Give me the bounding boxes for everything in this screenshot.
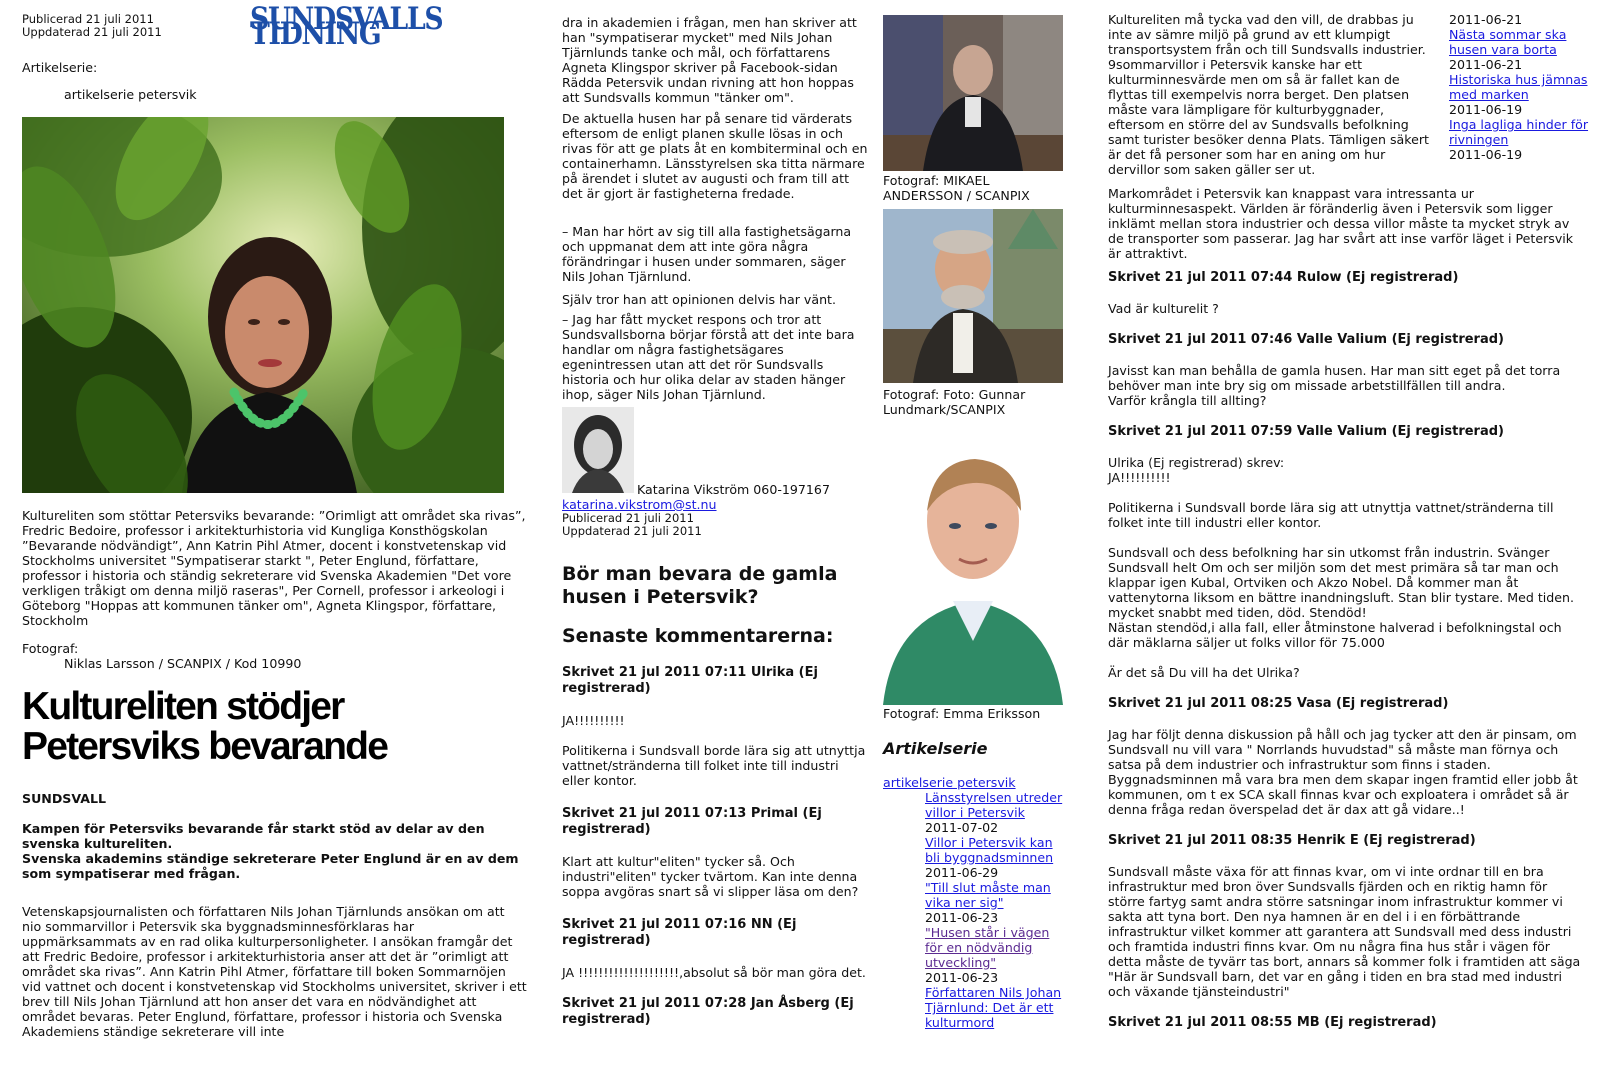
comment-header: Skrivet 21 jul 2011 07:46 Valle Valium (Ej registrerad) [1108, 332, 1504, 347]
related-link[interactable]: Nästa sommar ska husen vara borta [1449, 27, 1567, 57]
publish-info [22, 13, 162, 39]
comment-continued-2: Markområdet i Petersvik kan knappast vara intressanta ur kulturminnesaspekt. Världen är föränderlig även i Petersvik som ligger inklämt mellan stora industrier och dessa villor måste ta mycket stryk av de transporter som passerar. Jag har svårt att inse varför läget i Petersvik är attraktivt. [1108, 186, 1574, 261]
series-item-link[interactable]: Villor i Petersvik kan bli byggnadsminnen [925, 835, 1054, 865]
comment [1108, 424, 1583, 680]
comments-heading: Senaste kommentarerna: [562, 625, 834, 647]
series-box-title: Artikelserie [883, 739, 988, 758]
byline-dates [562, 512, 702, 538]
related-link[interactable]: Inga lagliga hinder för rivningen [1449, 117, 1589, 147]
related-date: 2011-06-19 [1449, 147, 1523, 162]
main-photo [22, 117, 504, 493]
series-item-date: 2011-06-29 [925, 865, 999, 880]
article-body-3: De aktuella husen har på senare tid värderats eftersom de enligt planen skulle lösas in och rivas för att ge plats åt en kombiterminal och en containerhamn. Länsstyrelsen ska titta närmare på ärendet i slutet av augusti och fram till att det är gjort är fastigheterna fredade. [562, 111, 868, 201]
man-suit-photo [883, 15, 1063, 171]
comments-list [562, 665, 867, 1028]
young-man-photo [883, 441, 1063, 705]
byline-updated: Uppdaterad 21 juli 2011 [562, 524, 702, 538]
published-date: Publicerad 21 juli 2011 [22, 12, 154, 26]
series-value: artikelserie petersvik [64, 87, 197, 102]
newspaper-logo[interactable]: SUNDSVALLS TIDNING [250, 1, 443, 52]
related-articles [1449, 12, 1589, 162]
author-portrait-image [562, 407, 634, 493]
man-in-suit-image [883, 15, 1063, 171]
author-photo [562, 407, 634, 493]
comment-continued: Kultureliten må tycka vad den vill, de drabbas ju inte av sämre miljö på grund av ett klumpigt transportsystem från och till Sundsvalls industrier. 9sommarvillor i Petersvik kanske har ett kulturminnesvärde men om så är fallet kan de flyttas till exempelvis norra berget. Den platsen måste vara lämpligare för kulturbyggnader, eftersom en större del av Sundsvalls befolkning samt turister besöker denna Plats. Tämligen säkert är det få personer som har en aning om hur dervillor som saken gäller ser ut. [1108, 12, 1429, 177]
comment-text: JA !!!!!!!!!!!!!!!!!!!!,absolut så bör man göra det. [562, 965, 866, 980]
article-headline: Kultureliten stödjer Petersviks bevarande [22, 685, 388, 768]
comment-header: Skrivet 21 jul 2011 07:28 Jan Åsberg (Ej registrerad) [562, 996, 854, 1027]
article-body-1: Vetenskapsjournalisten och författaren Nils Johan Tjärnlunds ansökan om att nio sommarvillor i Petersvik ska byggnadsminnesförklaras har uppmärksammats av en rad olika kulturpersonligheter. I ansökan framgår det att Fredric Bedoire, professor i arkitekturhistoria anser att det är ”orimligt att området ska rivas”. Ann Katrin Pihl Atmer, författare till boken Sommarnöjen vid vattnet och docent i konstvetenskap vid Stockholms universitet, skriver i ett brev till Nils Johan Tjärnlund att hon anser det vara en nödvändighet att området bevaras. Peter Englund, författare, professor i historia och Svenska Akademiens ständige sekreterare vill inte [22, 904, 527, 1039]
man-with-glasses-image [883, 209, 1063, 383]
lead-text: Kampen för Petersviks bevarande får starkt stöd av delar av den svenska kultureliten. Svenska akademins ständige sekreterare Peter Englund är en av dem som sympatiserar med frågan. [22, 821, 519, 881]
related-date: 2011-06-21 [1449, 57, 1523, 72]
series-list [925, 790, 1065, 1030]
comment [1108, 696, 1583, 817]
comment [1108, 1015, 1583, 1031]
series-item-link[interactable]: "Husen står i vägen för en nödvändig utveckling" [925, 925, 1050, 970]
comment [1108, 270, 1583, 316]
comment-text: Ulrika (Ej registrerad) skrev: JA!!!!!!!!!! Politikerna i Sundsvall borde lära sig att utnyttja vattnet/stränderna till folket inte till industri eller kontor. Sundsvall och dess befolkning har sin utkomst från industrin. Svänger Sundsvall helt Om och ser miljön som det mest primära så tar man och klappar igen Kubal, Ortviken och Akzo Nobel. Då kommer man åt vattenytorna liksom en bättre inandningsluft. Stan blir tystare. Med tiden. mycket snabbt med tiden, död. Stendöd! Nästan stendöd,i alla fall, eller åtminstone halverad i befolkningstal och där mäklarna säljer ut folks villor för 75.000 Är det så Du vill ha det Ulrika? [1108, 455, 1575, 680]
woman-portrait-image [22, 117, 504, 493]
article-body-4: – Man har hört av sig till alla fastighetsägarna och uppmanat dem att inte göra några förändringar i husen under sommaren, säger Nils Johan Tjärnlund. [562, 224, 852, 284]
photo-caption-1: Fotograf: MIKAEL ANDERSSON / SCANPIX [883, 173, 1030, 203]
poll-question: Bör man bevara de gamla husen i Petersvik? [562, 563, 838, 608]
series-info [22, 60, 532, 102]
related-link[interactable]: Historiska hus jämnas med marken [1449, 72, 1588, 102]
comment-text: Klart att kultur"eliten" tycker så. Och industri"eliten" tycker tvärtom. Kan inte denna soppa avgöras snart så vi slipper läsa om den? [562, 854, 859, 899]
comment-header: Skrivet 21 jul 2011 07:13 Primal (Ej registrerad) [562, 806, 822, 837]
series-item-link[interactable]: Författaren Nils Johan Tjärnlund: Det är ett kulturmord [925, 985, 1062, 1030]
comment [562, 806, 867, 899]
series-item-date: 2011-06-23 [925, 970, 999, 985]
comment-header: Skrivet 21 jul 2011 07:16 NN (Ej registrerad) [562, 917, 797, 948]
comments-list-2 [1108, 270, 1583, 1031]
byline-published: Publicerad 21 juli 2011 [562, 511, 694, 525]
series-box-link[interactable]: artikelserie petersvik [883, 775, 1016, 790]
series-item-link[interactable]: "Till slut måste man vika ner sig" [925, 880, 1051, 910]
article-body-2: dra in akademien i frågan, men han skriver att han "sympatiserar mycket" med Nils Johan Tjärnlunds tanke och mål, och författarens Agneta Klingspor skriver på Facebook-sidan Rädda Petersvik undan rivning att hon hoppas att Sundsvalls kommun "tänker om". [562, 15, 857, 105]
series-item-date: 2011-06-23 [925, 910, 999, 925]
comment-text: Vad är kulturelit ? [1108, 301, 1219, 316]
comment [562, 917, 867, 980]
photographer-label: Fotograf: [22, 641, 79, 656]
photo-caption-3: Fotograf: Emma Eriksson [883, 706, 1041, 721]
article-body-6: – Jag har fått mycket respons och tror att Sundsvallsborna börjar förstå att det inte bara handlar om några fastighetsägares egenintressen utan att det rör Sundsvalls historia och hur olika delar av staden hänger ihop, säger Nils Johan Tjärnlund. [562, 312, 855, 402]
related-date: 2011-06-19 [1449, 102, 1523, 117]
series-label: Artikelserie: [22, 60, 98, 75]
comment-header: Skrivet 21 jul 2011 07:44 Rulow (Ej registrerad) [1108, 270, 1459, 285]
article-lead [22, 776, 527, 896]
dateline: SUNDSVALL [22, 791, 107, 806]
comment-header: Skrivet 21 jul 2011 08:25 Vasa (Ej registrerad) [1108, 696, 1449, 711]
comment-text: Sundsvall måste växa för att finnas kvar, om vi inte ordnar till en bra infrastruktur med bron över Sundsvalls fjärden och en riktig hamn för större fartyg samt andra större satsningar inom infrastruktur kommer vi sakta att tyna bort. Den nya hamnen är en del i i en förbättrande infrastruktur vilket kommer att garantera att Sundsvall med dess industri och framtida industri finns kvar. Om nu några fina hus står i vägen för detta måste de tyvärr tas bort, annars så kommer folk i framtiden att säga "Här är Sundsvall barn, det var en gång i tiden en bra stad med industri och växande tjänsteindustri" [1108, 864, 1581, 999]
comment-text: Javisst kan man behålla de gamla husen. Har man sitt eget på det torra behöver man inte bry sig om missade arbetstillfällen till andra. Varför krångla till allting? [1108, 363, 1561, 408]
author-email-link[interactable]: katarina.vikstrom@st.nu [562, 497, 717, 512]
updated-date: Uppdaterad 21 juli 2011 [22, 25, 162, 39]
comment-text: JA!!!!!!!!!! Politikerna i Sundsvall borde lära sig att utnyttja vattnet/stränderna till folket inte till industri eller kontor. [562, 713, 866, 788]
comment-header: Skrivet 21 jul 2011 08:35 Henrik E (Ej registrerad) [1108, 833, 1476, 848]
comment-header: Skrivet 21 jul 2011 07:11 Ulrika (Ej registrerad) [562, 665, 818, 696]
comment-header: Skrivet 21 jul 2011 08:55 MB (Ej registrerad) [1108, 1015, 1437, 1030]
photo-caption: Kultureliten som stöttar Petersviks bevarande: ”Orimligt att området ska rivas”, Fredric Bedoire, professor i arkitekturhistoria vid Kungliga Konsthögskolan ”Bevarande nödvändigt”, Ann Katrin Pihl Atmer, docent i konstvetenskap vid Stockholms universitet "Sympatiserar starkt ", Peter Englund, författare, professor i historia och ständig sekreterare vid Svenska Akademien "Det vore verkligen tråkigt om denna miljö raseras", Per Cornell, professor i arkeologi i Göteborg "Hoppas att kommunen tänker om", Agneta Klingspor, författare, Stockholm [22, 508, 526, 628]
photographer-info [22, 641, 301, 671]
comment [562, 665, 867, 788]
series-item-link[interactable]: Länsstyrelsen utreder villor i Petersvik [925, 790, 1063, 820]
article-body-5: Själv tror han att opinionen delvis har vänt. [562, 292, 836, 307]
comment-header: Skrivet 21 jul 2011 07:59 Valle Valium (Ej registrerad) [1108, 424, 1504, 439]
comment [562, 996, 867, 1028]
series-item-date: 2011-07-02 [925, 820, 999, 835]
comment [1108, 833, 1583, 999]
photographer-value: Niklas Larsson / SCANPIX / Kod 10990 [64, 656, 302, 671]
photo-caption-2: Fotograf: Foto: Gunnar Lundmark/SCANPIX [883, 387, 1026, 417]
young-man-portrait-image [883, 441, 1063, 705]
author-name-phone: Katarina Vikström 060-197167 [637, 482, 830, 497]
comment [1108, 332, 1583, 408]
related-date: 2011-06-21 [1449, 12, 1523, 27]
comment-text: Jag har följt denna diskussion på håll och jag tycker att den är pinsam, om Sundsvall nu vill vara " Norrlands huvudstad" så måste man förnya och satsa på dem industrier och infrastruktur som finns i staden. Byggnadsminnen må vara bra men dem skapar ingen framtid eller jobb åt kommunen, om t ex SCA skall finnas kvar och exploatera i området så är denna fråga redan överspelad det är dax att gå vidare..! [1108, 727, 1578, 817]
man-balcony-photo [883, 209, 1063, 383]
